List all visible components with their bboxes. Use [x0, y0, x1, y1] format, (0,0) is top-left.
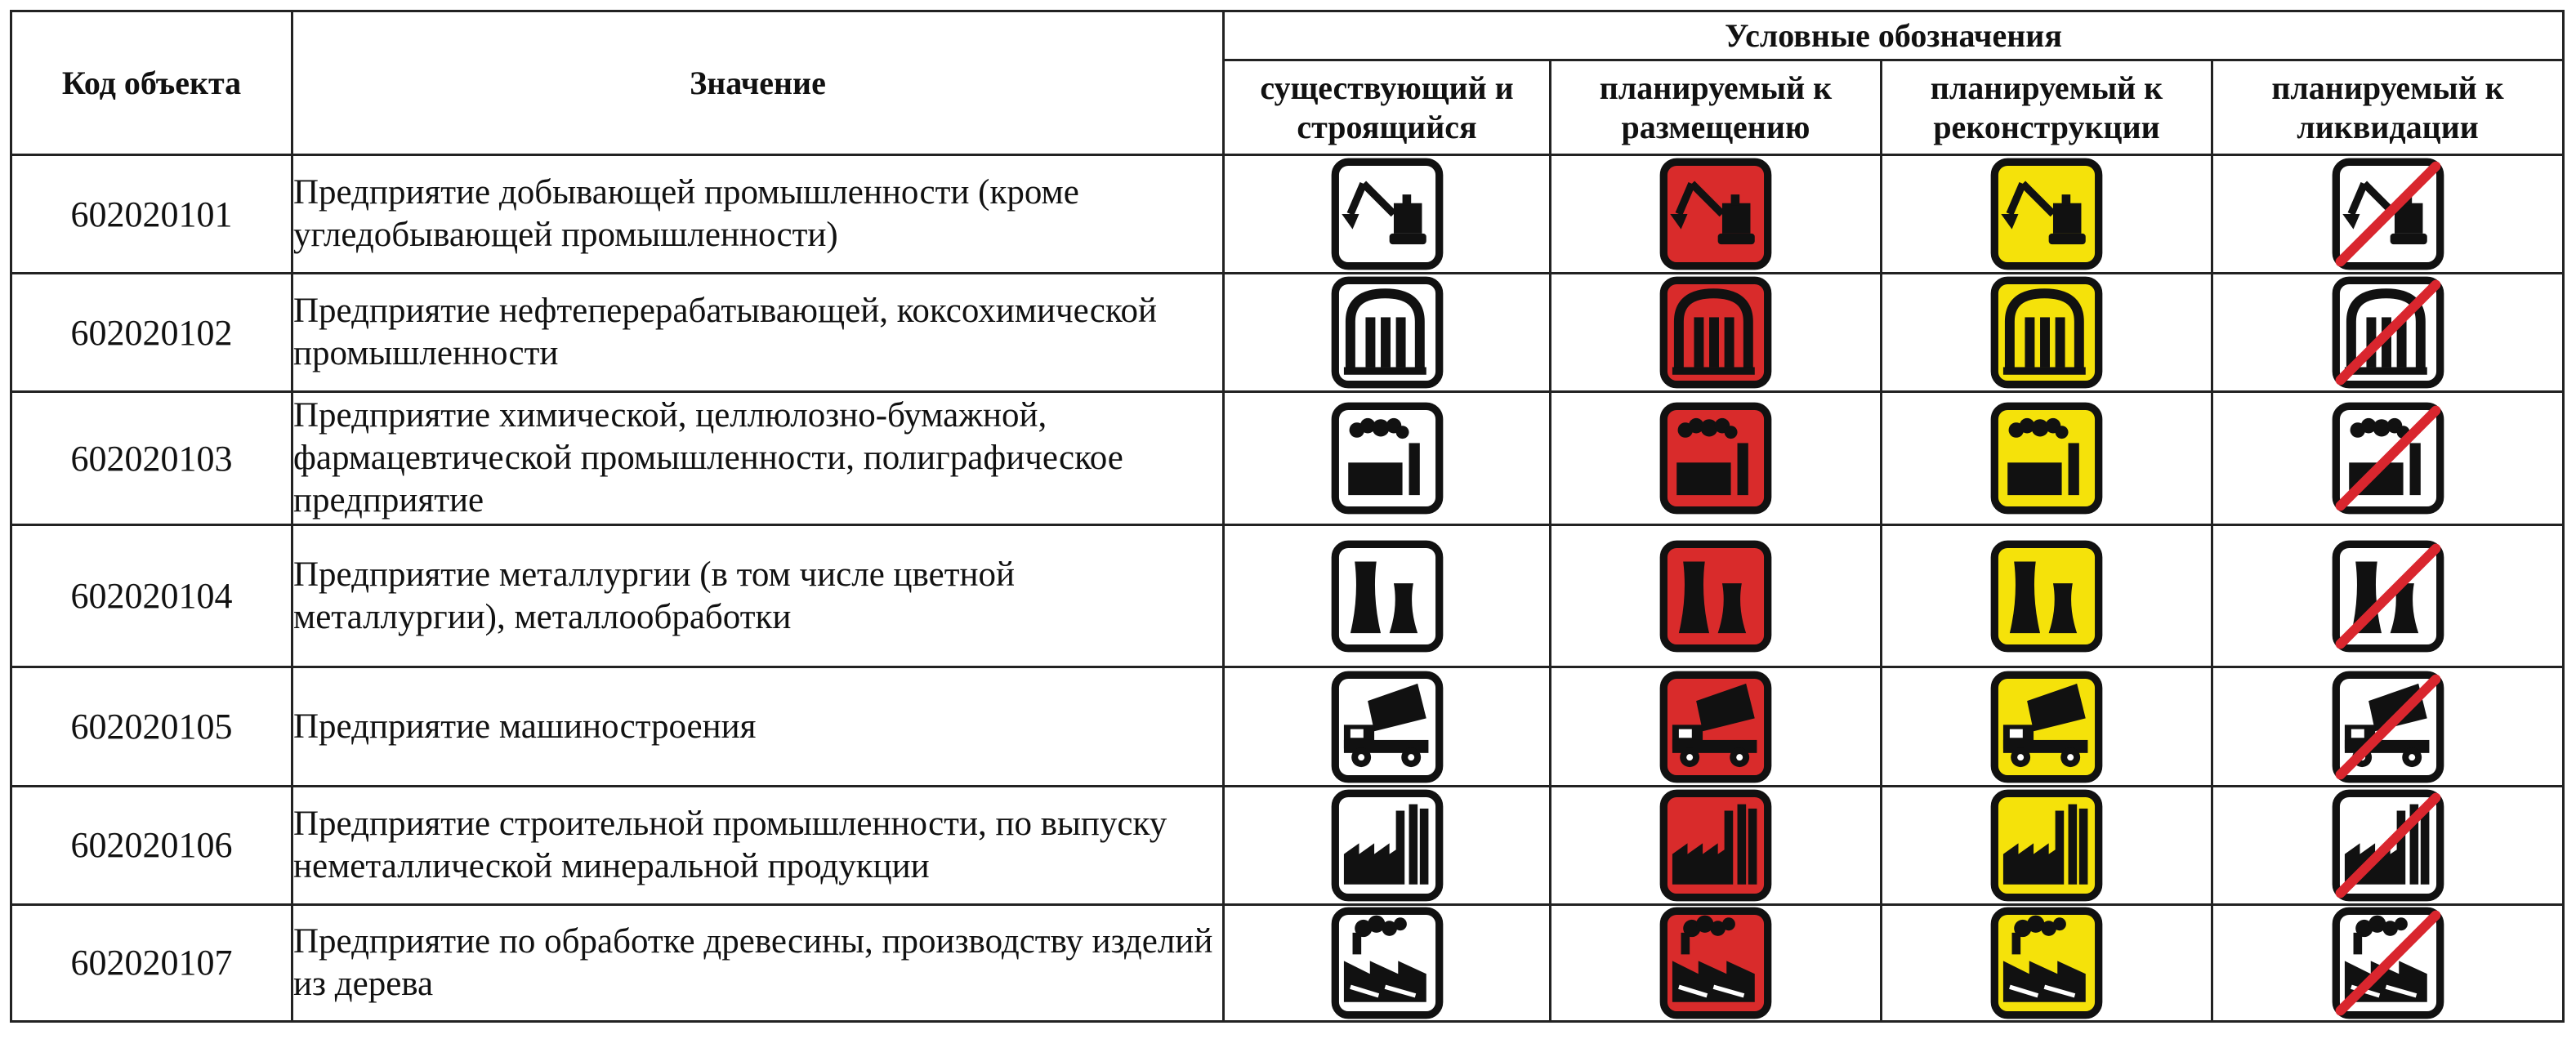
table-row	[11, 392, 2564, 524]
object-code: 602020102	[11, 274, 292, 392]
excavator-icon	[2332, 158, 2444, 270]
object-meaning: Предприятие химической, целлюлозно-бумажной, фармацевтической промышленности, полиграфическое предприятие	[292, 392, 1224, 524]
object-meaning: Предприятие машиностроения	[292, 667, 1224, 786]
object-code: 602020107	[11, 904, 292, 1021]
excavator-icon	[1331, 158, 1444, 270]
header-code: Код объекта	[11, 11, 292, 155]
symbol-cell-placement	[1551, 155, 1882, 274]
symbol-cell-existing	[1224, 274, 1551, 392]
cooling-towers-icon	[2332, 540, 2444, 653]
smoking-factory-icon	[1990, 907, 2103, 1019]
symbol-cell-liquidation	[2212, 274, 2564, 392]
symbol-cell-existing	[1224, 667, 1551, 786]
header-reconstruction: планируемый к реконструкции	[1882, 60, 2212, 155]
symbol-cell-liquidation	[2212, 524, 2564, 667]
header-meaning: Значение	[292, 11, 1224, 155]
header-placement: планируемый к размещению	[1551, 60, 1882, 155]
object-code: 602020106	[11, 786, 292, 904]
smoking-factory-icon	[1331, 907, 1444, 1019]
factory-icon	[1331, 789, 1444, 902]
table-row	[11, 667, 2564, 786]
excavator-icon	[1990, 158, 2103, 270]
object-code: 602020104	[11, 524, 292, 667]
symbol-cell-placement	[1551, 904, 1882, 1021]
dump-truck-icon	[1659, 671, 1772, 783]
dump-truck-icon	[1990, 671, 2103, 783]
symbol-cell-reconstruction	[1882, 667, 2212, 786]
symbol-cell-reconstruction	[1882, 392, 2212, 524]
symbol-cell-reconstruction	[1882, 904, 2212, 1021]
header-legend: Условные обозначения	[1224, 11, 2564, 60]
symbol-cell-existing	[1224, 524, 1551, 667]
symbol-cell-liquidation	[2212, 786, 2564, 904]
object-code: 602020101	[11, 155, 292, 274]
table-row	[11, 904, 2564, 1021]
legend-table	[10, 10, 2565, 1023]
symbol-cell-placement	[1551, 524, 1882, 667]
chemical-plant-icon	[1331, 402, 1444, 515]
cooling-towers-icon	[1990, 540, 2103, 653]
object-meaning: Предприятие строительной промышленности, по выпуску неметаллической минеральной продукции	[292, 786, 1224, 904]
symbol-cell-placement	[1551, 786, 1882, 904]
cooling-towers-icon	[1659, 540, 1772, 653]
table-row	[11, 524, 2564, 667]
symbol-cell-liquidation	[2212, 155, 2564, 274]
symbol-cell-liquidation	[2212, 392, 2564, 524]
object-meaning: Предприятие по обработке древесины, производству изделий из дерева	[292, 904, 1224, 1021]
smoking-factory-icon	[1659, 907, 1772, 1019]
symbol-cell-reconstruction	[1882, 274, 2212, 392]
chemical-plant-icon	[1659, 402, 1772, 515]
refinery-icon	[1659, 276, 1772, 389]
header-existing: существующий и строящийся	[1224, 60, 1551, 155]
factory-icon	[1990, 789, 2103, 902]
symbol-cell-reconstruction	[1882, 524, 2212, 667]
refinery-icon	[1331, 276, 1444, 389]
object-code: 602020103	[11, 392, 292, 524]
symbol-cell-existing	[1224, 786, 1551, 904]
object-code: 602020105	[11, 667, 292, 786]
symbol-cell-existing	[1224, 904, 1551, 1021]
object-meaning: Предприятие нефтеперерабатывающей, коксохимической промышленности	[292, 274, 1224, 392]
factory-icon	[1659, 789, 1772, 902]
symbol-cell-liquidation	[2212, 667, 2564, 786]
object-meaning: Предприятие добывающей промышленности (кроме угледобывающей промышленности)	[292, 155, 1224, 274]
symbol-cell-placement	[1551, 667, 1882, 786]
smoking-factory-icon	[2332, 907, 2444, 1019]
refinery-icon	[2332, 276, 2444, 389]
refinery-icon	[1990, 276, 2103, 389]
table-row	[11, 274, 2564, 392]
table-row	[11, 786, 2564, 904]
symbol-cell-existing	[1224, 392, 1551, 524]
symbol-cell-placement	[1551, 274, 1882, 392]
excavator-icon	[1659, 158, 1772, 270]
symbol-cell-existing	[1224, 155, 1551, 274]
symbol-cell-reconstruction	[1882, 786, 2212, 904]
object-meaning: Предприятие металлургии (в том числе цветной металлургии), металлообработки	[292, 524, 1224, 667]
dump-truck-icon	[2332, 671, 2444, 783]
table-row	[11, 155, 2564, 274]
dump-truck-icon	[1331, 671, 1444, 783]
symbol-cell-placement	[1551, 392, 1882, 524]
chemical-plant-icon	[1990, 402, 2103, 515]
cooling-towers-icon	[1331, 540, 1444, 653]
symbol-cell-reconstruction	[1882, 155, 2212, 274]
chemical-plant-icon	[2332, 402, 2444, 515]
factory-icon	[2332, 789, 2444, 902]
symbol-cell-liquidation	[2212, 904, 2564, 1021]
header-liquidation: планируемый к ликвидации	[2212, 60, 2564, 155]
